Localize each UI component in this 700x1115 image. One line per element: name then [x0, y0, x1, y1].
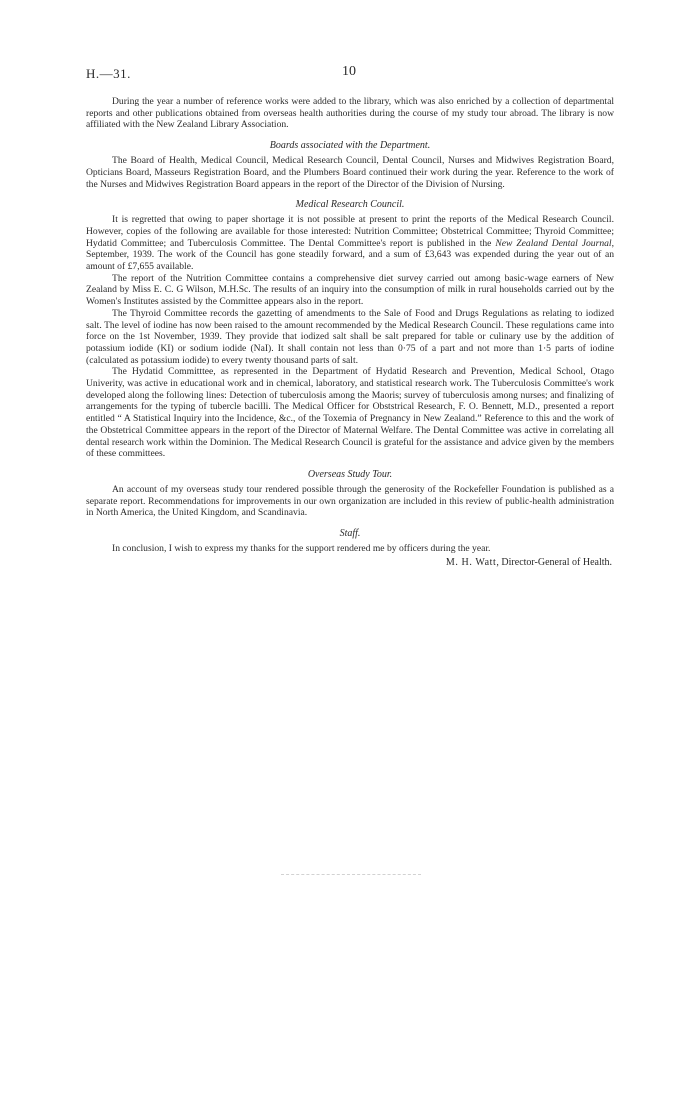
study-tour-heading: Overseas Study Tour.	[307, 468, 393, 480]
mrc-p1-text-b: , September, 1939. The work of the Council has gone steadily forward, and a sum of £3,643 was expended during the year out of an amount of £7,655 available.	[86, 237, 614, 273]
document-page	[86, 62, 614, 569]
page-header	[86, 62, 614, 86]
mrc-p1-text-a: It is regretted that owing to paper shortage it is not possible at present to print the reports of the Medical Research Council. However, copies of the following are available for those interested: Nutrition Committee; Obstetrical Committee; Thyroid Committee; Hydatid Committee; and Tuberculosis Committee. The Dental Committee's report is published in the	[86, 214, 614, 249]
boards-heading: Boards associated with the Department.	[269, 140, 431, 152]
signature	[86, 557, 614, 569]
study-tour-paragraph: An account of my overseas study tour rendered possible through the generosity of the Rockefeller Foundation is published as a separate report. Recommendations for improvements in our own organization are included in this review of public-health administration in North America, the United Kingdom, and Scandinavia.	[86, 483, 614, 519]
nutrition-committee-paragraph: The report of the Nutrition Committee contains a comprehensive diet survey carried out among basic-wage earners of New Zealand by Miss E. C. G Wilson, M.H.Sc. The results of an inquiry into the consumption of milk in rural households carried out by the Women's Institutes assisted by the Committee appears also in the report.	[86, 272, 614, 308]
medical-research-council-heading: Medical Research Council.	[295, 199, 405, 211]
divider-rule	[281, 874, 421, 875]
page-number: 10	[342, 64, 356, 79]
signature-title: , Director-General of Health.	[496, 556, 612, 568]
library-paragraph: During the year a number of reference works were added to the library, which was also enriched by a collection of departmental reports and other publications obtained from overseas health authorities during the course of my study tour abroad. The library is now affiliated with the New Zealand Library Association.	[86, 96, 614, 131]
journal-title: New Zealand Dental Journal	[495, 237, 612, 249]
mrc-paragraph-1	[86, 214, 614, 273]
boards-paragraph: The Board of Health, Medical Council, Medical Research Council, Dental Council, Nurses and Midwives Registration Board, Opticians Board, Masseurs Registration Board, and the Plumbers Board continued their work during the year. Reference to the work of the Nurses and Midwives Registration Board appears in the report of the Director of the Division of Nursing.	[86, 155, 614, 190]
staff-paragraph: In conclusion, I wish to express my thanks for the support rendered me by officers during the year.	[112, 543, 491, 555]
document-reference: H.—31.	[86, 66, 131, 81]
signature-name: M. H. Watt	[445, 556, 497, 568]
thyroid-committee-paragraph: The Thyroid Committee records the gazetting of amendments to the Sale of Food and Drugs Regulations as relating to iodized salt. The level of iodine has now been raised to the amount recommended by the Medical Research Council. These regulations came into force on the 1st November, 1939. They provide that iodized salt shall be salt prepared for table or culinary use by the addition of potassium iodide (KI) or sodium iodide (NaI). It shall contain not less than 0·75 of a part and not more than 1·5 parts of iodine (calculated as potassium iodide) to every twenty thousand parts of salt.	[86, 307, 614, 366]
hydatid-committee-paragraph: The Hydatid Committtee, as represented in the Department of Hydatid Research and Prevention, Medical School, Otago Univerity, was active in educational work and in chemical, laboratory, and statistical research work. The Tuberculosis Committee's work developed along the following lines: Detection of tuberculosis among the Maoris; survey of tuberculosis among nurses; and finalizing of arrangements for the typing of tubercle bacilli. The Medical Officer for Obststrical Research, F. O. Bennett, M.D., presented a report entitled “ A Statistical Inquiry into the Incidence, &c., of the Toxemia of Pregnancy in New Zealand.” Reference to this and the work of the Obstetrical Committee appears in the report of the Director of Maternal Welfare. The Dental Committee was active in correlating all dental research work within the Dominion. The Medical Research Council is grateful for the assistance and advice given by the members of these committees.	[86, 366, 614, 460]
staff-heading: Staff.	[339, 528, 361, 540]
